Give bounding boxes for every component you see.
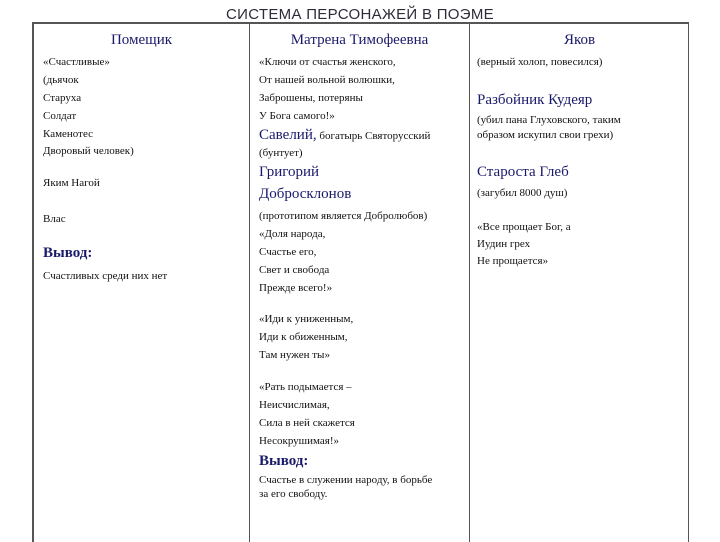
list-item: «Счастливые» bbox=[43, 56, 110, 68]
column-matrena bbox=[250, 24, 469, 500]
quote-line: «Рать подымается – bbox=[259, 381, 352, 393]
column-divider-2 bbox=[469, 24, 470, 542]
quote-line: Счастье его, bbox=[259, 246, 317, 258]
list-item: Солдат bbox=[43, 110, 77, 122]
saveliy-desc: богатырь Святорусский bbox=[319, 130, 431, 142]
quote-line: «Ключи от счастья женского, bbox=[259, 56, 396, 68]
quote-line: Свет и свобода bbox=[259, 264, 330, 276]
page-title: СИСТЕМА ПЕРСОНАЖЕЙ В ПОЭМЕ bbox=[226, 6, 494, 23]
kudeyar-label: Разбойник Кудеяр bbox=[477, 92, 593, 108]
vyvod-label: Вывод: bbox=[259, 453, 309, 469]
list-item: Старуха bbox=[43, 92, 82, 104]
grigoriy-line1: Григорий bbox=[259, 164, 320, 180]
grigoriy-line2: Добросклонов bbox=[259, 186, 352, 202]
quote-line: Иудин грех bbox=[477, 238, 531, 250]
yakov-note: (верный холоп, повесился) bbox=[477, 56, 603, 68]
list-item: Дворовый человек) bbox=[43, 145, 134, 157]
gleb-note: (загубил 8000 душ) bbox=[477, 187, 568, 199]
gleb-label: Староста Глеб bbox=[477, 164, 569, 180]
quote-line: «Все прощает Бог, а bbox=[477, 221, 571, 233]
quote-line: Иди к обиженным, bbox=[259, 331, 348, 343]
vyvod-label: Вывод: bbox=[43, 245, 93, 261]
list-item: Каменотес bbox=[43, 128, 94, 140]
header-pomeshchik: Помещик bbox=[110, 32, 173, 48]
header-yakov: Яков bbox=[563, 32, 596, 48]
column-yakov bbox=[470, 24, 689, 267]
vyvod-text: Счастливых среди них нет bbox=[43, 270, 168, 282]
saveliy-line bbox=[259, 126, 430, 144]
quote-line: Сила в ней скажется bbox=[259, 417, 355, 429]
quote-line: Заброшены, потеряны bbox=[259, 92, 363, 104]
proto-note: (прототипом является Добролюбов) bbox=[259, 210, 428, 222]
header-matrena: Матрена Тимофеевна bbox=[290, 32, 429, 48]
quote-line: Не прощается» bbox=[477, 255, 549, 267]
quote-line: Несокрушимая!» bbox=[259, 435, 340, 447]
column-pomeshchik bbox=[34, 24, 249, 282]
quote-line: «Доля народа, bbox=[259, 228, 326, 240]
saveliy-name: Савелий, bbox=[259, 127, 317, 143]
column-divider-1 bbox=[249, 24, 250, 542]
quote-line: Прежде всего!» bbox=[259, 282, 333, 294]
kudeyar-note: (убил пана Глуховского, таким bbox=[477, 114, 621, 126]
quote-line: Там нужен ты» bbox=[259, 349, 330, 361]
quote-line: «Иди к униженным, bbox=[259, 313, 354, 325]
vyvod-text: Счастье в служении народу, в борьбе bbox=[259, 474, 433, 486]
quote-line: Неисчислимая, bbox=[259, 399, 330, 411]
quote-line: От нашей вольной волюшки, bbox=[259, 74, 395, 86]
list-item: (дьячок bbox=[43, 74, 79, 86]
kudeyar-note: образом искупил свои грехи) bbox=[477, 129, 614, 141]
vyvod-text: за его свободу. bbox=[259, 488, 328, 500]
vlas-label: Влас bbox=[43, 213, 66, 225]
yakim-label: Яким Нагой bbox=[43, 177, 100, 189]
saveliy-note: (бунтует) bbox=[259, 147, 303, 159]
characters-table bbox=[32, 22, 689, 542]
quote-line: У Бога самого!» bbox=[259, 110, 335, 122]
